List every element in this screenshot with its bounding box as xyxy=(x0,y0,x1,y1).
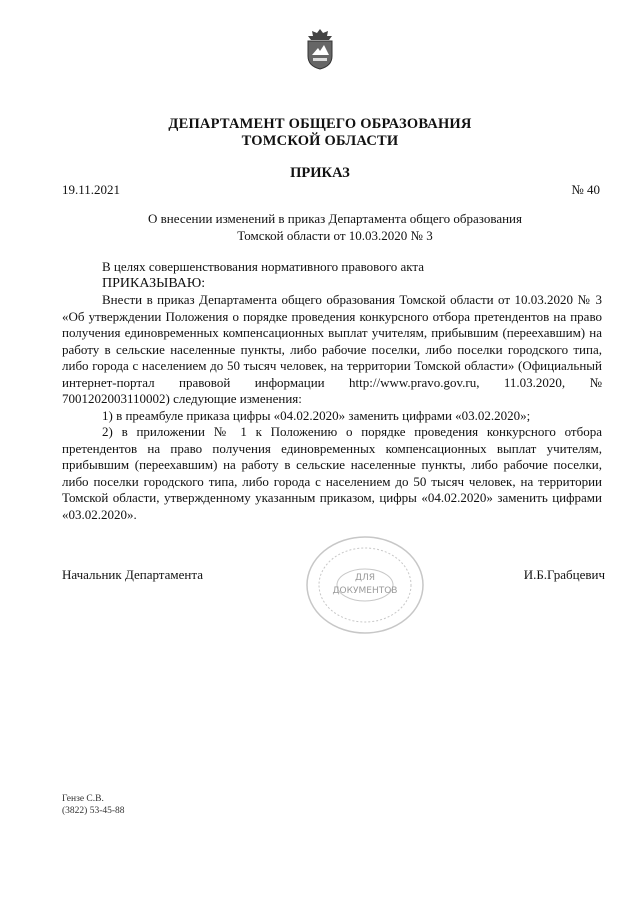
item-1: 1) в преамбуле приказа цифры «04.02.2020» заменить цифрами «03.02.2020»; xyxy=(102,407,531,423)
document-subject xyxy=(100,210,570,244)
executor-info xyxy=(62,793,125,817)
executor-name: Гензе С.В. xyxy=(62,794,104,804)
document-number: № 40 xyxy=(571,182,600,197)
paragraph-1: Внести в приказ Департамента общего образования Томской области от 10.03.2020 № 3 «Об утверждении Положения о порядке проведения конкурсного отбора претендентов на право получения единовременных компенсационных выплат учителям, прибывшим (переехавшим) на работу в сельские населенные пункты, либо рабочие поселки, либо поселки городского типа, либо города с населением до 50 тысяч человек, на территории Томской области» (Официальный интернет-портал правовой информации http://www.pravo.gov.ru, 11.03.2020, № 7001202003110002) следующие изменения: xyxy=(62,292,602,406)
signatory-position: Начальник Департамента xyxy=(62,567,203,582)
document-body xyxy=(62,259,602,523)
org-line-1: ДЕПАРТАМЕНТ ОБЩЕГО ОБРАЗОВАНИЯ xyxy=(168,116,472,132)
stamp-line-2: ДОКУМЕНТОВ xyxy=(332,586,398,596)
organization-name xyxy=(0,116,640,150)
executor-phone: (3822) 53-45-88 xyxy=(62,806,125,816)
org-line-2: ТОМСКОЙ ОБЛАСТИ xyxy=(241,133,399,149)
item-2: 2) в приложении № 1 к Положению о порядке проведения конкурсного отбора претендентов на право получения единовременных компенсационных выплат учителям, прибывшим (переехавшим) на работу в сельские населенные пункты, либо рабочие поселки, либо поселки городского типа, либо города с населением до 50 тысяч человек, на территории Томской области, утвержденному указанным приказом, цифры «04.02.2020» заменить цифрами «03.02.2020». xyxy=(62,424,602,522)
preamble: В целях совершенствования нормативного правового акта xyxy=(102,259,425,274)
signatory-name: И.Б.Грабцевич xyxy=(523,567,605,582)
order-word: ПРИКАЗЫВАЮ: xyxy=(102,275,206,291)
coat-of-arms-icon xyxy=(302,28,338,70)
subject-line-1: О внесении изменений в приказ Департамента общего образования xyxy=(148,211,522,226)
official-seal-stamp xyxy=(300,530,430,640)
stamp-line-1: ДЛЯ xyxy=(354,573,376,583)
subject-line-2: Томской области от 10.03.2020 № 3 xyxy=(237,228,433,243)
document-date: 19.11.2021 xyxy=(62,182,121,197)
document-type: ПРИКАЗ xyxy=(290,165,350,181)
